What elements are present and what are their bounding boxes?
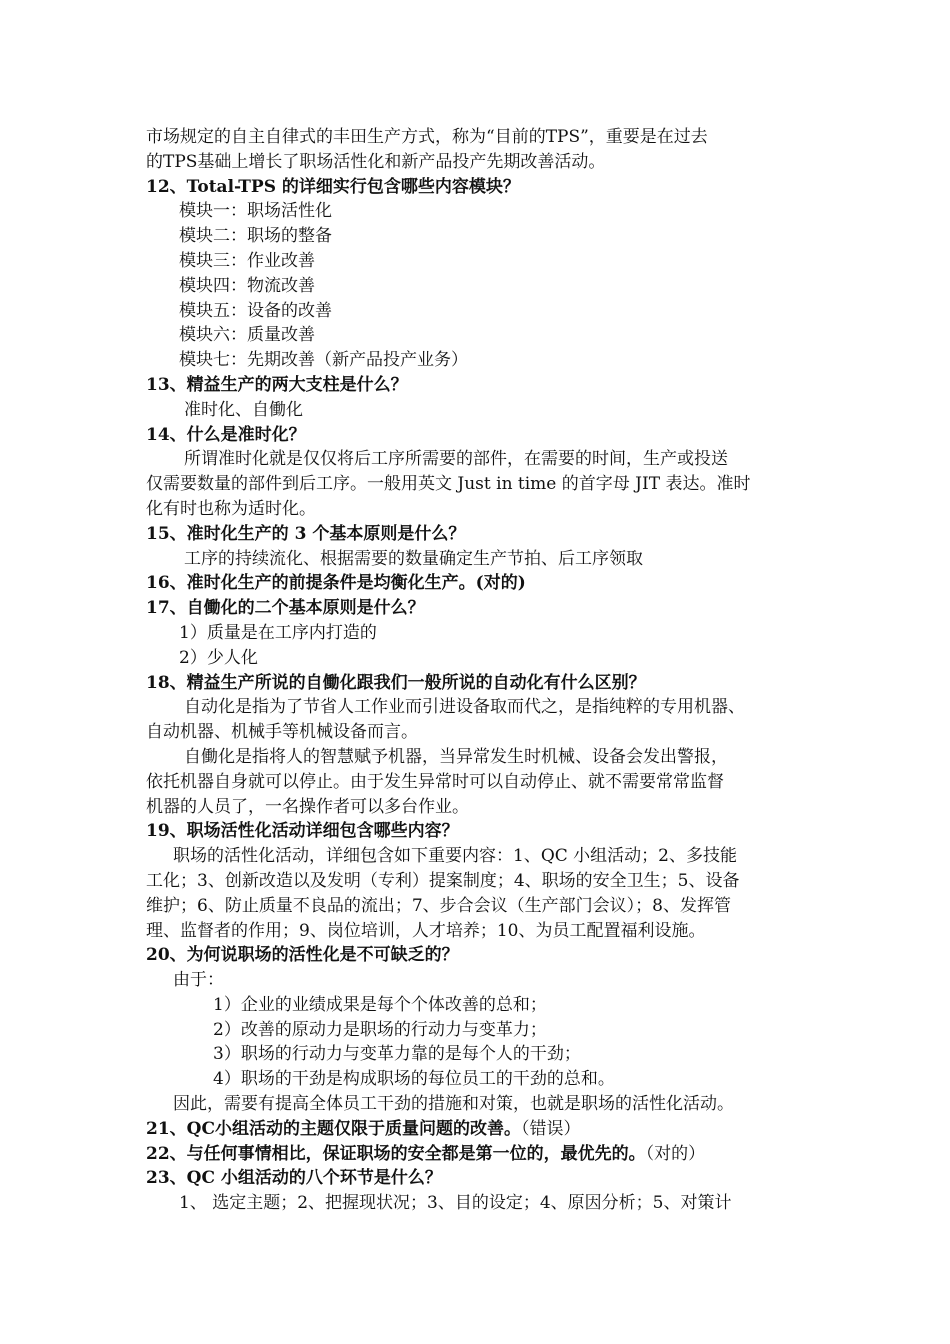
question-heading [146,819,816,844]
body-line [146,497,816,522]
line-text: 2）改善的原动力是职场的行动力与变革力； [213,1019,547,1040]
body-line [146,125,816,150]
body-line [146,646,816,671]
body-line [146,299,816,324]
line-text: 3）职场的行动力与变革力靠的是每个人的干劲； [213,1044,581,1065]
body-line [146,795,816,820]
line-text: 依托机器自身就可以停止。由于发生异常时可以自动停止、就不需要常常监督 [146,771,724,792]
question-heading [146,671,816,696]
line-text: 1、 选定主题；2、把握现状况；3、目的设定；4、原因分析；5、对策计 [179,1193,732,1214]
line-text: 12、Total-TPS 的详细实行包含哪些内容模块？ [146,176,520,197]
line-text: 职场的活性化活动，详细包含如下重要内容：1、QC 小组活动；2、多技能 [173,846,737,867]
line-text: 模块二：职场的整备 [179,226,332,247]
line-text: 自働化是指将人的智慧赋予机器，当异常发生时机械、设备会发出警报， [184,746,728,767]
body-line [146,1067,816,1092]
body-line [146,472,816,497]
line-text: 4）职场的干劲是构成职场的每位员工的干劲的总和。 [213,1069,615,1090]
question-heading [146,373,816,398]
line-text: 模块一：职场活性化 [179,201,332,222]
line-text: 13、精益生产的两大支柱是什么？ [146,374,408,395]
body-line [146,894,816,919]
body-line [146,150,816,175]
line-text: 1）企业的业绩成果是每个个体改善的总和； [213,994,547,1015]
line-text: 15、准时化生产的 3 个基本原则是什么？ [146,523,466,544]
line-text: 理、监督者的作用；9、岗位培训，人才培养；10、为员工配置福利设施。 [146,920,706,941]
line-text: 模块四：物流改善 [179,275,315,296]
line-text: 机器的人员了，一名操作者可以多台作业。 [146,796,469,817]
document-body [146,125,816,1216]
body-line [146,1018,816,1043]
line-text: 工化；3、创新改造以及发明（专利）提案制度；4、职场的安全卫生；5、设备 [146,870,740,891]
line-text: 14、什么是准时化？ [146,424,306,445]
body-line [146,919,816,944]
question-heading [146,571,816,596]
line-text: 17、自働化的二个基本原则是什么？ [146,598,425,619]
line-text: 仅需要数量的部件到后工序。一般用英文 Just in time 的首字母 JIT 表达。准时 [146,474,751,495]
question-heading [146,1142,816,1167]
body-line [146,621,816,646]
line-text: 的TPS基础上增长了职场活性化和新产品投产先期改善活动。 [146,151,606,172]
body-line [146,720,816,745]
body-line [146,1042,816,1067]
line-text: 维护；6、防止质量不良品的流出；7、步合会议（生产部门会议）；8、发挥管 [146,895,731,916]
body-line [146,323,816,348]
line-text: 16、准时化生产的前提条件是均衡化生产。(对的) [146,573,526,594]
question-heading [146,423,816,448]
line-text: 化有时也称为适时化。 [146,498,316,519]
body-line [146,968,816,993]
answer-verdict: （错误） [521,1118,581,1139]
question-heading [146,1166,816,1191]
line-text: 市场规定的自主自律式的丰田生产方式，称为“目前的TPS”，重要是在过去 [146,127,708,147]
question-heading [146,175,816,200]
body-line [146,274,816,299]
line-text: 自动机器、机械手等机械设备而言。 [146,722,418,743]
line-text: 模块六：质量改善 [179,325,315,346]
line-text: 18、精益生产所说的自働化跟我们一般所说的自动化有什么区别？ [146,672,646,693]
line-text: 20、为何说职场的活性化是不可缺乏的？ [146,945,459,966]
body-line [146,745,816,770]
body-line [146,770,816,795]
line-text: 由于： [173,970,224,991]
body-line [146,348,816,373]
body-line [146,224,816,249]
line-text: 工序的持续流化、根据需要的数量确定生产节拍、后工序领取 [184,548,643,569]
line-text: 21、QC小组活动的主题仅限于质量问题的改善。 [146,1118,521,1139]
line-text: 所谓准时化就是仅仅将后工序所需要的部件，在需要的时间，生产或投送 [184,449,728,470]
question-heading [146,522,816,547]
answer-verdict: （对的） [645,1143,706,1164]
line-text: 模块三：作业改善 [179,250,315,271]
line-text: 准时化、自働化 [184,399,303,420]
line-text: 因此，需要有提高全体员工干劲的措施和对策，也就是职场的活性化活动。 [173,1094,734,1115]
line-text: 23、QC 小组活动的八个环节是什么？ [146,1168,442,1189]
question-heading [146,1117,816,1142]
line-text: 22、与任何事情相比，保证职场的安全都是第一位的，最优先的。 [146,1143,646,1164]
body-line [146,547,816,572]
body-line [146,695,816,720]
body-line [146,869,816,894]
line-text: 模块七：先期改善（新产品投产业务） [179,350,468,371]
line-text: 模块五：设备的改善 [179,300,332,321]
line-text: 2）少人化 [179,647,258,668]
body-line [146,993,816,1018]
body-line [146,249,816,274]
body-line [146,398,816,423]
body-line [146,199,816,224]
body-line [146,1191,816,1216]
body-line [146,447,816,472]
question-heading [146,943,816,968]
line-text: 19、职场活性化活动详细包含哪些内容？ [146,821,459,842]
line-text: 自动化是指为了节省人工作业而引进设备取而代之，是指纯粹的专用机器、 [184,697,745,718]
body-line [146,844,816,869]
line-text: 1）质量是在工序内打造的 [179,622,377,643]
question-heading [146,596,816,621]
body-line [146,1092,816,1117]
